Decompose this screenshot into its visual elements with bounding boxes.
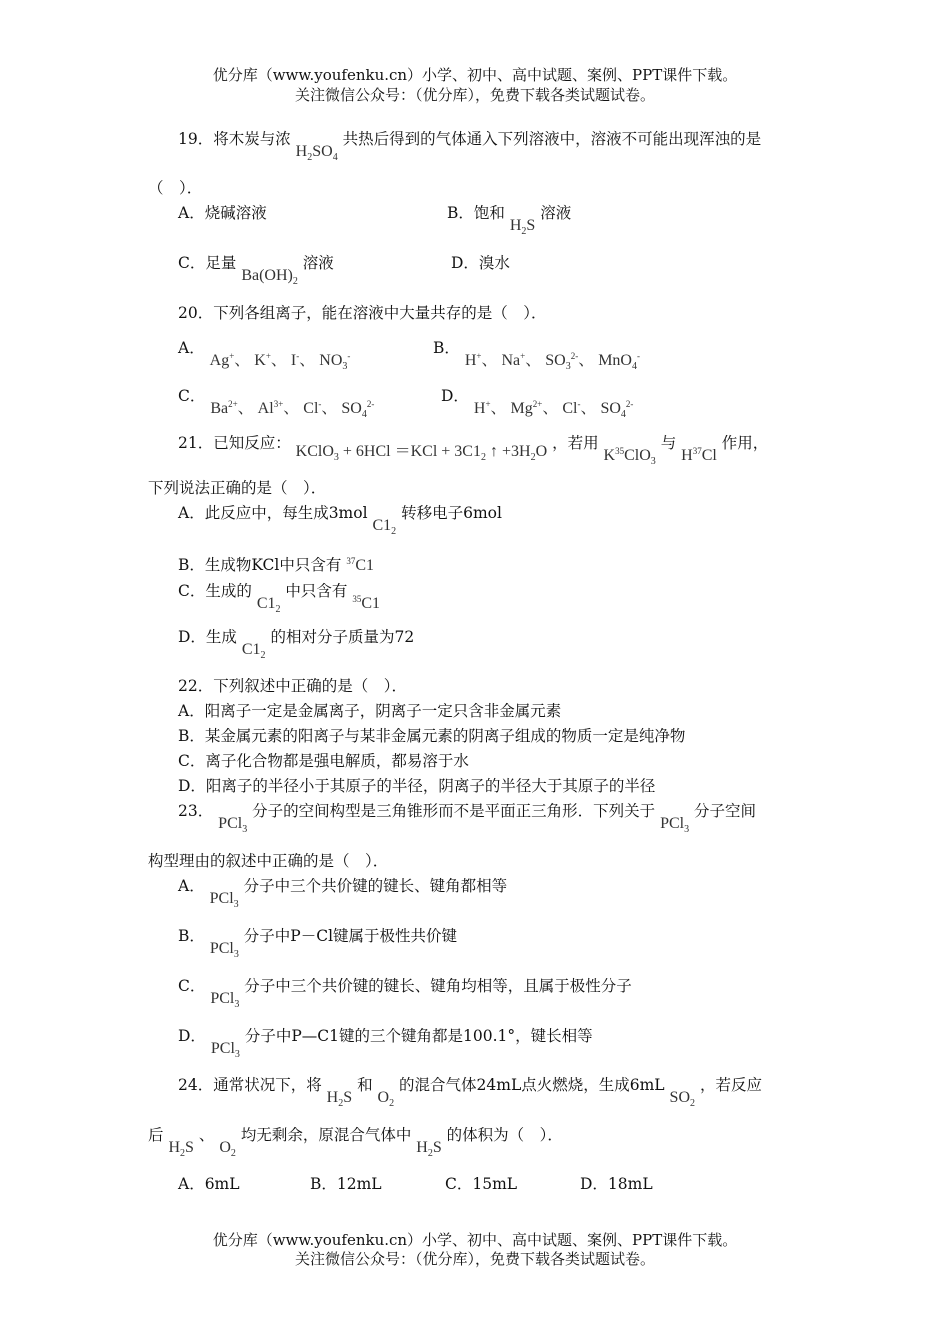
q24-stem-cont — [148, 1124, 563, 1159]
q23-stem-part: 分子的空间构型是三角锥形而不是平面正三角形．下列关于 — [252, 802, 656, 820]
q20-option-c-label: C． — [178, 387, 206, 405]
formula-pcl3: PCl$_3$ — [209, 940, 239, 960]
formula-cl2: $C1_2$ — [256, 595, 281, 615]
formula-baoh2: $Ba(OH)_2$ — [241, 267, 298, 287]
q23-option-a — [178, 875, 508, 910]
formula-pcl3: PCl$_3$ — [660, 815, 690, 835]
q20-option-d-label: D． — [441, 387, 469, 405]
footer-line-2: 关注微信公众号：（优分库），免费下载各类试题试卷。 — [294, 1250, 655, 1268]
formula-h2so4: $H_2SO_4$ — [295, 143, 338, 163]
q23-option-c — [178, 975, 632, 1010]
q23-option-a-label: A． — [178, 877, 205, 895]
q20-option-a-label: A． — [178, 339, 205, 357]
q21-option-c-part: C．生成的 — [178, 582, 252, 600]
q20-option-c — [178, 381, 375, 420]
q21-option-c-part: 中只含有 — [285, 582, 348, 600]
q19-option-b — [447, 202, 572, 237]
q19-stem-part: 共热后得到的气体通入下列溶液中，溶液不可能出现浑浊的是 — [342, 130, 762, 148]
q20-option-a — [178, 333, 351, 372]
formula-h2s: $H_2S$ — [509, 217, 536, 237]
q24-option-c: C．15mL — [445, 1175, 518, 1193]
q24-option-a: A．6mL — [178, 1175, 240, 1193]
q21-option-d — [178, 626, 415, 661]
formula-pcl3: PCl$_3$ — [210, 990, 240, 1010]
q19-option-b-part: 溶液 — [540, 204, 572, 222]
footer-line-1: 优分库（www.youfenku.cn）小学、初中、高中试题、案例、PPT课件下载。 — [212, 1231, 738, 1249]
formula-h2s: $H_2S$ — [416, 1139, 442, 1159]
formula-h2s: $H_2S$ — [326, 1089, 353, 1109]
q24-stem-part: 均无剩余，原混合气体中 — [240, 1126, 412, 1144]
q24-stem-part: ，若反应 — [699, 1076, 762, 1094]
q19-option-c-part: 溶液 — [302, 254, 334, 272]
q21-stem-part: 与 — [660, 434, 677, 452]
q24-stem-part: 24．通常状况下，将 — [178, 1076, 322, 1094]
q21-option-d-part: D．生成 — [178, 628, 237, 646]
formula-37cl: $^{37}$C1 — [346, 556, 374, 574]
formula-pcl3: PCl$_3$ — [210, 1040, 240, 1060]
q21-stem-end: 下列说法正确的是（ ）． — [148, 479, 327, 497]
q19-option-c-part: C．足量 — [178, 254, 237, 272]
q24-option-b: B．12mL — [310, 1175, 382, 1193]
q24-stem — [178, 1074, 762, 1109]
q19-option-c — [178, 252, 334, 287]
q19-option-b-part: B．饱和 — [447, 204, 505, 222]
q23-option-b-text: 分子中P－Cl键属于极性共价键 — [243, 927, 458, 945]
q21-stem-part: ，若用 — [552, 434, 599, 452]
q21-option-a-part: A．此反应中，每生成3mol — [178, 504, 368, 522]
q19-option-a: A．烧碱溶液 — [178, 204, 267, 222]
formula-cl2: $C1_2$ — [241, 641, 266, 661]
q20-option-b — [433, 333, 640, 372]
q21-option-b-part: B．生成物KCl中只含有 — [178, 556, 342, 574]
formula-pcl3: PCl$_3$ — [218, 815, 248, 835]
header-line-2: 关注微信公众号：（优分库），免费下载各类试题试卷。 — [294, 86, 655, 104]
formula-h2s: $H_2S$ — [168, 1139, 194, 1159]
q20-stem: 20．下列各组离子，能在溶液中大量共存的是（ ）． — [178, 304, 547, 322]
ions-b: H+、 Na+、 $SO_3^{2-}$、 MnO$_4$- — [464, 351, 640, 372]
q19-stem-end: （ ）． — [148, 179, 203, 197]
q22-option-d: D．阳离子的半径小于其原子的半径，阴离子的半径大于其原子的半径 — [178, 777, 656, 795]
formula-cl2: $C1_2$ — [372, 517, 397, 537]
q21-option-a — [178, 502, 502, 537]
q21-stem-part: 作用， — [721, 434, 769, 452]
formula-k35clo3: $K^{35}ClO_3$ — [603, 446, 656, 467]
q19-stem — [178, 128, 762, 163]
q24-stem-part: 后 — [148, 1126, 164, 1144]
formula-o2: $O_2$ — [219, 1139, 236, 1159]
ions-c: $Ba^{2+}$、 $Al^{3+}$、 Cl-、 $SO_4^{2-}$ — [210, 399, 375, 420]
formula-35cl: $^{35}$C1 — [352, 594, 381, 612]
formula-h37cl: $H^{37}Cl$ — [681, 446, 717, 464]
formula-so2: $SO_2$ — [669, 1089, 695, 1109]
q21-option-d-part: 的相对分子质量为72 — [270, 628, 415, 646]
q20-option-b-label: B． — [433, 339, 460, 357]
ions-a: Ag+、 K+、 I-、 $NO_3^-$ — [209, 351, 351, 372]
q23-option-c-text: 分子中三个共价键的键长、键角均相等，且属于极性分子 — [244, 977, 632, 995]
q22-option-c: C．离子化合物都是强电解质，都易溶于水 — [178, 752, 469, 770]
q23-stem-part: 23． — [178, 802, 214, 820]
q21-option-a-part: 转移电子6mol — [401, 504, 502, 522]
q24-stem-part: 的混合气体24mL点火燃烧，生成6mL — [399, 1076, 665, 1094]
q21-option-c — [178, 576, 381, 615]
q24-stem-part: 的体积为（ ）． — [446, 1126, 563, 1144]
formula-o2: $O_2$ — [377, 1089, 395, 1109]
q19-option-d: D．溴水 — [451, 254, 510, 272]
header-line-1: 优分库（www.youfenku.cn）小学、初中、高中试题、案例、PPT课件下载。 — [212, 66, 738, 84]
q22-option-a: A．阳离子一定是金属离子，阴离子一定只含非金属元素 — [178, 702, 562, 720]
q19-stem-part: 19．将木炭与浓 — [178, 130, 291, 148]
ions-d: H+、 $Mg^{2+}$、 Cl-、 $SO_4^{2-}$ — [473, 399, 634, 420]
q21-option-b — [178, 550, 374, 577]
q23-option-b-label: B． — [178, 927, 205, 945]
q24-option-d: D．18mL — [580, 1175, 653, 1193]
q21-stem-part: 21．已知反应： — [178, 434, 291, 452]
q23-option-d-text: 分子中P—C1键的三个键角都是100.1°，键长相等 — [244, 1027, 593, 1045]
q23-option-a-text: 分子中三个共价键的键长、键角都相等 — [243, 877, 508, 895]
q24-stem-part: 、 — [198, 1126, 215, 1144]
formula-pcl3: PCl$_3$ — [209, 890, 239, 910]
q23-option-c-label: C． — [178, 977, 206, 995]
q22-stem: 22．下列叙述中正确的是（ ）． — [178, 677, 407, 695]
q23-stem-end: 构型理由的叙述中正确的是（ ）． — [148, 852, 389, 870]
q23-option-d-label: D． — [178, 1027, 206, 1045]
q24-stem-part: 和 — [357, 1076, 373, 1094]
q23-option-b — [178, 925, 458, 960]
equation-kclo3: KClO$_3$ + $6HCl =KCl + 3C1_2$ ↑ $+3H_2O$ — [295, 443, 548, 463]
q22-option-b: B．某金属元素的阳离子与某非金属元素的阴离子组成的物质一定是纯净物 — [178, 727, 686, 745]
q20-option-d — [441, 381, 634, 420]
q21-stem — [178, 428, 769, 467]
q23-option-d — [178, 1025, 593, 1060]
q23-stem-part: 分子空间 — [694, 802, 757, 820]
q23-stem — [178, 800, 757, 835]
